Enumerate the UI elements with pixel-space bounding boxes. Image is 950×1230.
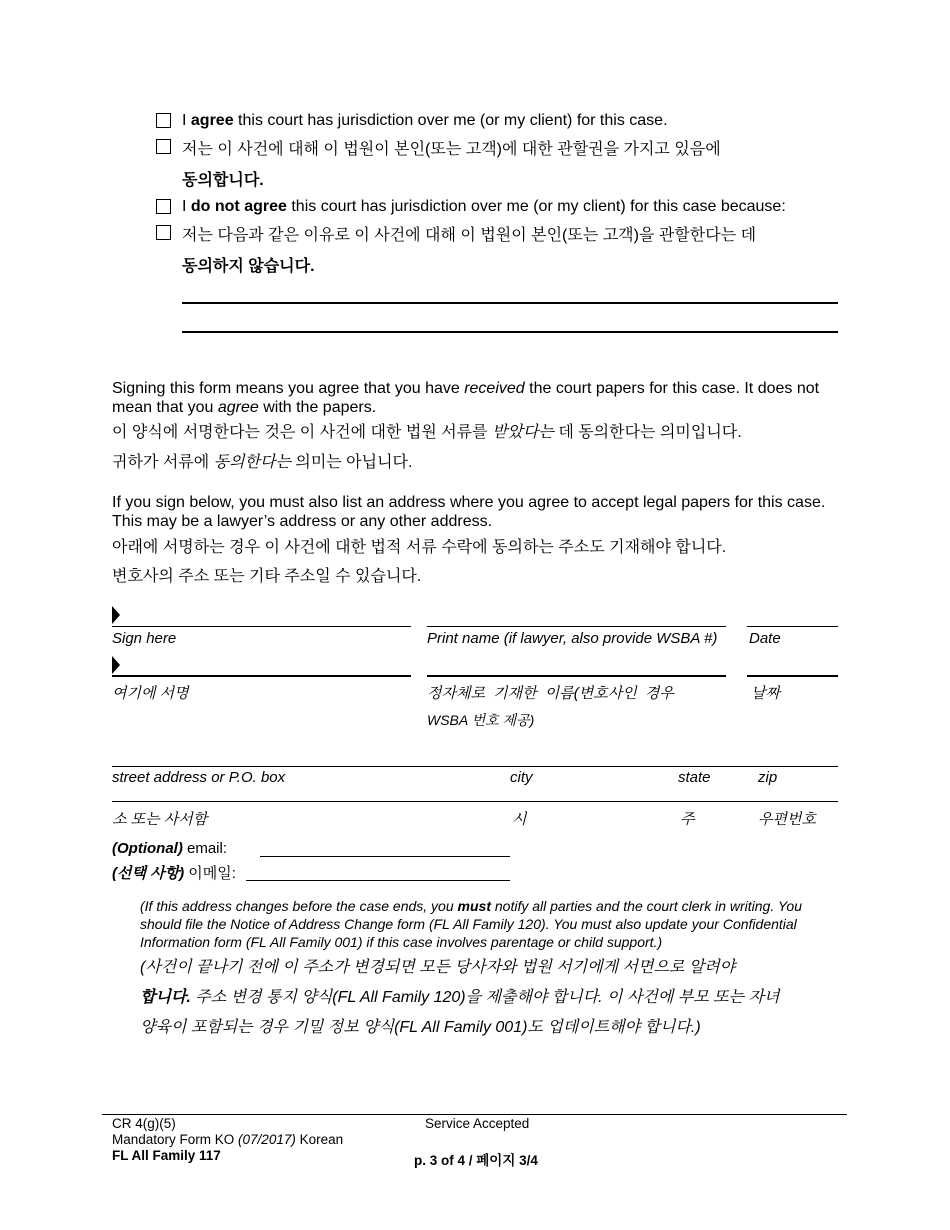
disagree-en-bold: do not agree — [190, 198, 287, 215]
change-notice-en — [140, 897, 820, 951]
date-label: Date — [749, 630, 781, 647]
signing-ko2-post: 의미는 아닙니다. — [290, 454, 413, 471]
footer-form-post: Korean — [295, 1132, 344, 1147]
agree-ko-text: 저는 이 사건에 대해 이 법원이 본인(또는 고객)에 대한 관할권을 가지고 있음에 — [182, 141, 721, 158]
signing-ko1-it: 받았다는 — [492, 424, 554, 441]
reason-line-2[interactable] — [182, 331, 838, 333]
change-en-pre: (If this address changes before the case ends, you — [140, 898, 458, 914]
email-ko-input-line[interactable] — [246, 880, 510, 881]
footer-rule-ref: CR 4(g)(5) — [112, 1116, 176, 1131]
agree-ko-bold: 동의합니다. — [182, 172, 264, 189]
date-line[interactable] — [747, 626, 838, 627]
signing-en-mid: the court papers for this case. It does not mean that you — [112, 380, 820, 416]
footer-page: p. 3 of 4 / 페이지 3/4 — [414, 1153, 538, 1168]
print-name-label: Print name (if lawyer, also provide WSBA #) — [427, 630, 718, 647]
print-name-ko-label-2: WSBA 번호 제공) — [427, 712, 535, 728]
print-name-line[interactable] — [427, 626, 726, 627]
signing-notice-ko-1 — [112, 423, 847, 442]
zip-label: zip — [758, 769, 778, 786]
city-ko-label: 시 — [512, 811, 527, 828]
agree-ko-checkbox[interactable] — [156, 139, 171, 154]
agree-en-bold: agree — [190, 112, 234, 129]
signing-en-agree: agree — [217, 399, 259, 416]
change-en-must: must — [457, 898, 491, 914]
signing-notice-en — [112, 379, 847, 417]
zip-ko-label: 우편번호 — [758, 811, 816, 828]
signing-en-post: with the papers. — [258, 399, 377, 416]
disagree-ko-text: 저는 다음과 같은 이유로 이 사건에 대해 이 법원이 본인(또는 고객)을 관할한다는 데 — [182, 227, 757, 244]
sign-here-label: Sign here — [112, 630, 177, 647]
signing-en-received: received — [464, 380, 525, 397]
disagree-en-text — [182, 198, 786, 216]
change-ko-line2: 주소 변경 통지 양식(FL All Family 120)을 제출해야 합니다. 이 사건에 부모 또는 자녀 — [190, 989, 780, 1006]
footer-form-line — [112, 1132, 343, 1148]
disagree-en-pre: I — [182, 198, 191, 215]
signing-ko1-pre: 이 양식에 서명한다는 것은 이 사건에 대한 법원 서류를 — [112, 424, 493, 441]
sign-ko-arrow-icon — [112, 656, 120, 674]
agree-en-text — [182, 112, 668, 130]
change-notice-ko-1: (사건이 끝나기 전에 이 주소가 변경되면 모든 당사자와 법원 서기에게 서면으로 알려야 — [140, 959, 736, 976]
footer-form-date: (07/2017) — [238, 1132, 296, 1147]
state-label: state — [678, 769, 711, 786]
email-optional-en: (Optional) — [112, 840, 183, 857]
footer-form-pre: Mandatory Form KO — [112, 1132, 239, 1147]
signing-notice-ko-2 — [112, 453, 847, 472]
sign-here-ko-label: 여기에 서명 — [112, 685, 189, 702]
address-ko-line[interactable] — [112, 801, 838, 802]
agree-en-post: this court has jurisdiction over me (or my client) for this case. — [233, 112, 668, 129]
state-ko-label: 주 — [680, 811, 695, 828]
email-label-ko: 이메일: — [184, 865, 236, 882]
footer-form-id: FL All Family 117 — [112, 1148, 221, 1163]
email-en-label — [112, 840, 227, 857]
signing-en-pre: Signing this form means you agree that you have — [112, 380, 465, 397]
reason-line-1[interactable] — [182, 302, 838, 304]
email-optional-ko: (선택 사항) — [112, 865, 185, 882]
address-line[interactable] — [112, 766, 838, 767]
address-notice-en: If you sign below, you must also list an address where you agree to accept legal papers for this case. This may be a lawyer’s address or any other address. — [112, 494, 826, 530]
address-notice-ko-2: 변호사의 주소 또는 기타 주소일 수 있습니다. — [112, 568, 422, 585]
change-en-post: notify all parties and the court clerk in writing. You should file the Notice of Address Change form (FL All Family 120). You must also update your Confidential Information form (FL All Family 001) if this case involves parentage or child support.) — [140, 898, 802, 950]
sign-arrow-icon — [112, 606, 120, 624]
sign-line[interactable] — [112, 626, 411, 627]
print-name-ko-label-1: 정자체로 기재한 이름(변호사인 경우 — [427, 685, 674, 702]
street-label: street address or P.O. box — [112, 769, 286, 786]
address-notice-ko-1: 아래에 서명하는 경우 이 사건에 대한 법적 서류 수락에 동의하는 주소도 기재해야 합니다. — [112, 539, 727, 556]
date-ko-line[interactable] — [747, 675, 838, 677]
email-ko-label — [112, 862, 236, 883]
footer-rule — [102, 1114, 847, 1115]
agree-checkbox[interactable] — [156, 113, 171, 128]
street-ko-label: 소 또는 사서함 — [112, 811, 208, 828]
city-label: city — [510, 769, 533, 786]
signing-ko1-post: 데 동의한다는 의미입니다. — [553, 424, 742, 441]
print-name-ko-line[interactable] — [427, 675, 726, 677]
footer-title: Service Accepted — [425, 1116, 530, 1131]
disagree-checkbox[interactable] — [156, 199, 171, 214]
change-ko-bold: 합니다. — [140, 989, 191, 1006]
signing-ko2-pre: 귀하가 서류에 — [112, 454, 214, 471]
email-label-en: email: — [182, 840, 228, 857]
sign-ko-line[interactable] — [112, 675, 411, 677]
disagree-ko-checkbox[interactable] — [156, 225, 171, 240]
change-notice-ko-3: 양육이 포함되는 경우 기밀 정보 양식(FL All Family 001)도 업데이트해야 합니다.) — [140, 1019, 701, 1036]
agree-en-pre: I — [182, 112, 191, 129]
email-input-line[interactable] — [260, 856, 510, 857]
signing-ko2-it: 동의한다는 — [213, 454, 291, 471]
change-notice-ko-2 — [140, 983, 840, 1013]
disagree-ko-bold: 동의하지 않습니다. — [182, 258, 315, 275]
date-ko-label: 날짜 — [751, 685, 780, 702]
disagree-en-post: this court has jurisdiction over me (or my client) for this case because: — [286, 198, 786, 215]
